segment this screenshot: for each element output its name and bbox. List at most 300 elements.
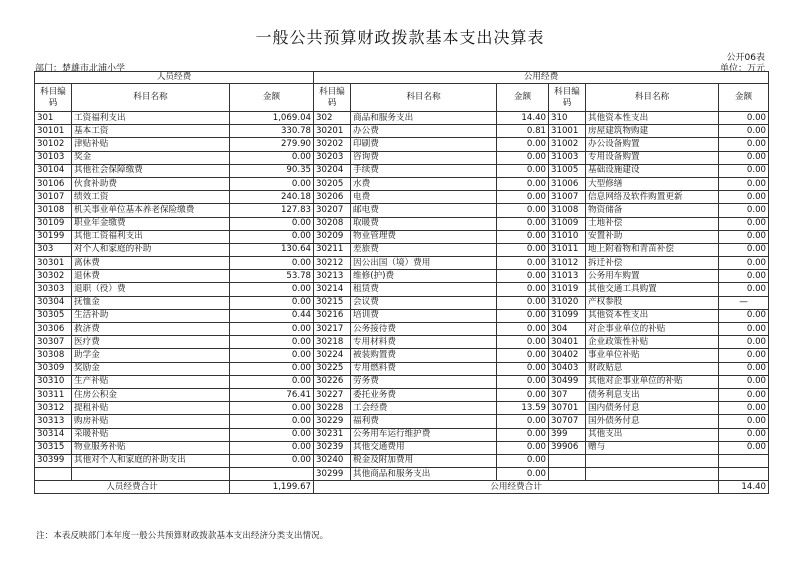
code-cell: 30199 [35, 230, 72, 243]
amount-cell: 76.41 [230, 388, 314, 401]
amount-cell: 0.00 [719, 283, 769, 296]
name-cell: 其他资本性支出 [586, 309, 719, 322]
name-cell: 地上附着物和青苗补偿 [586, 243, 719, 256]
table-row [35, 112, 769, 125]
table-row [35, 323, 769, 336]
code-cell: 31011 [549, 243, 586, 256]
code-cell: 30304 [35, 296, 72, 309]
name-cell: 土地补偿 [586, 217, 719, 230]
amount-cell: 0.00 [719, 257, 769, 270]
code-cell: 31009 [549, 217, 586, 230]
amount-cell: 130.64 [230, 243, 314, 256]
amount-cell: 0.00 [497, 177, 549, 190]
table-note: 注：本表反映部门本年度一般公共预算财政拨款基本支出经济分类支出情况。 [36, 531, 329, 541]
code-cell: 30209 [314, 230, 351, 243]
amount-cell: 0.00 [230, 296, 314, 309]
amount-cell: — [719, 296, 769, 309]
table-row [35, 177, 769, 190]
amount-cell: 0.00 [497, 257, 549, 270]
amount-cell: 0.00 [497, 151, 549, 164]
code-cell: 30202 [314, 138, 351, 151]
name-cell: 其他对个人和家庭的补助支出 [72, 454, 230, 467]
code-cell: 301 [35, 112, 72, 125]
code-cell: 30106 [35, 177, 72, 190]
table-row [35, 191, 769, 204]
amount-cell: 0.00 [230, 402, 314, 415]
amount-cell: 0.00 [719, 177, 769, 190]
name-cell: 专用材料费 [351, 336, 497, 349]
name-cell: 水费 [351, 177, 497, 190]
amount-cell: 0.00 [497, 349, 549, 362]
amount-cell: 0.00 [719, 388, 769, 401]
amount-cell: 0.00 [719, 191, 769, 204]
table-row [35, 388, 769, 401]
table-row [35, 204, 769, 217]
amount-cell: 0.00 [497, 164, 549, 177]
name-cell: 奖金 [72, 151, 230, 164]
name-cell: 专用设备购置 [586, 151, 719, 164]
personnel-group-header: 人员经费 [35, 72, 314, 84]
code-cell: 307 [549, 388, 586, 401]
table-row [35, 296, 769, 309]
name-cell: 公务用车运行维护费 [351, 428, 497, 441]
name-cell: 邮电费 [351, 204, 497, 217]
amount-cell: 279.90 [230, 138, 314, 151]
code-cell: 30228 [314, 402, 351, 415]
amount-cell: 13.59 [497, 402, 549, 415]
code-cell: 31006 [549, 177, 586, 190]
code-cell: 30208 [314, 217, 351, 230]
header-amount: 金额 [497, 84, 549, 112]
code-cell: 30215 [314, 296, 351, 309]
name-cell: 取暖费 [351, 217, 497, 230]
amount-cell: 0.00 [230, 257, 314, 270]
table-row [35, 454, 769, 467]
code-cell: 30204 [314, 164, 351, 177]
code-cell: 30499 [549, 375, 586, 388]
code-cell: 30213 [314, 270, 351, 283]
amount-cell: 0.00 [497, 468, 549, 481]
amount-cell: 0.00 [719, 349, 769, 362]
header-code: 科目编码 [35, 84, 72, 112]
name-cell: 其他商品和服务支出 [351, 468, 497, 481]
amount-cell: 0.00 [230, 151, 314, 164]
table-row [35, 441, 769, 454]
code-cell: 30218 [314, 336, 351, 349]
amount-cell: 0.00 [230, 415, 314, 428]
name-cell: 福利费 [351, 415, 497, 428]
code-cell: 30104 [35, 164, 72, 177]
name-cell: 培训费 [351, 309, 497, 322]
amount-cell: 0.00 [230, 217, 314, 230]
amount-cell: 0.00 [719, 270, 769, 283]
name-cell: 劳务费 [351, 375, 497, 388]
code-cell: 30203 [314, 151, 351, 164]
amount-cell: 0.00 [497, 415, 549, 428]
amount-cell: 0.00 [719, 217, 769, 230]
name-cell: 对企事业单位的补贴 [586, 323, 719, 336]
table-row [35, 230, 769, 243]
code-cell: 30310 [35, 375, 72, 388]
name-cell: 公务用车购置 [586, 270, 719, 283]
amount-cell: 330.78 [230, 125, 314, 138]
code-cell: 30102 [35, 138, 72, 151]
amount-cell: 0.00 [719, 336, 769, 349]
table-row [35, 164, 769, 177]
code-cell: 30314 [35, 428, 72, 441]
code-cell: 31019 [549, 283, 586, 296]
name-cell: 提租补贴 [72, 402, 230, 415]
table-row [35, 468, 769, 481]
name-cell: 其他交通费用 [351, 441, 497, 454]
code-cell: 39906 [549, 441, 586, 454]
code-cell: 30307 [35, 336, 72, 349]
amount-cell: 0.00 [497, 441, 549, 454]
totals-row [35, 481, 769, 494]
name-cell: 会议费 [351, 296, 497, 309]
code-cell: 30402 [549, 349, 586, 362]
amount-cell [230, 468, 314, 481]
name-cell: 生活补助 [72, 309, 230, 322]
column-header-row [35, 84, 769, 112]
amount-cell: 0.00 [719, 230, 769, 243]
amount-cell: 0.00 [497, 375, 549, 388]
amount-cell: 0.00 [230, 230, 314, 243]
name-cell: 信息网络及软件购置更新 [586, 191, 719, 204]
public-total-label: 公用经费合计 [314, 481, 719, 494]
code-cell: 30231 [314, 428, 351, 441]
name-cell [72, 468, 230, 481]
table-row [35, 336, 769, 349]
code-cell: 30229 [314, 415, 351, 428]
code-cell: 30315 [35, 441, 72, 454]
name-cell: 赠与 [586, 441, 719, 454]
name-cell: 大型修缮 [586, 177, 719, 190]
name-cell: 工会经费 [351, 402, 497, 415]
name-cell: 住房公积金 [72, 388, 230, 401]
code-cell: 30225 [314, 362, 351, 375]
amount-cell: 0.00 [497, 270, 549, 283]
header-code: 科目编码 [314, 84, 351, 112]
amount-cell: 0.00 [230, 362, 314, 375]
name-cell: 拆迁补偿 [586, 257, 719, 270]
name-cell: 产权参股 [586, 296, 719, 309]
personnel-total-value: 1,199.67 [230, 481, 314, 494]
amount-cell: 0.00 [719, 415, 769, 428]
amount-cell: 0.00 [719, 402, 769, 415]
name-cell: 离休费 [72, 257, 230, 270]
code-cell: 31012 [549, 257, 586, 270]
amount-cell: 0.00 [497, 336, 549, 349]
name-cell: 安置补助 [586, 230, 719, 243]
name-cell: 物资储备 [586, 204, 719, 217]
amount-cell: 0.00 [719, 323, 769, 336]
header-name: 科目名称 [351, 84, 497, 112]
code-cell: 31099 [549, 309, 586, 322]
table-row [35, 349, 769, 362]
name-cell: 奖励金 [72, 362, 230, 375]
code-cell: 303 [35, 243, 72, 256]
name-cell: 租赁费 [351, 283, 497, 296]
name-cell: 因公出国（境）费用 [351, 257, 497, 270]
table-row [35, 283, 769, 296]
code-cell: 30308 [35, 349, 72, 362]
amount-cell: 0.00 [719, 243, 769, 256]
amount-cell: 0.00 [497, 296, 549, 309]
amount-cell: 0.00 [230, 283, 314, 296]
name-cell: 商品和服务支出 [351, 112, 497, 125]
name-cell: 医疗费 [72, 336, 230, 349]
name-cell: 基本工资 [72, 125, 230, 138]
table-row [35, 402, 769, 415]
name-cell: 购房补贴 [72, 415, 230, 428]
code-cell: 30403 [549, 362, 586, 375]
amount-cell: 0.00 [719, 204, 769, 217]
name-cell [586, 468, 719, 481]
amount-cell: 90.35 [230, 164, 314, 177]
name-cell: 税金及附加费用 [351, 454, 497, 467]
code-cell: 302 [314, 112, 351, 125]
amount-cell: 0.00 [719, 441, 769, 454]
code-cell: 30103 [35, 151, 72, 164]
code-cell: 30216 [314, 309, 351, 322]
code-cell: 30302 [35, 270, 72, 283]
header-name: 科目名称 [72, 84, 230, 112]
expenditure-table [34, 71, 769, 494]
name-cell: 债务利息支出 [586, 388, 719, 401]
name-cell: 其他对企事业单位的补贴 [586, 375, 719, 388]
code-cell: 30312 [35, 402, 72, 415]
name-cell: 国外债务付息 [586, 415, 719, 428]
code-cell: 31013 [549, 270, 586, 283]
code-cell: 31002 [549, 138, 586, 151]
amount-cell: 0.00 [230, 428, 314, 441]
name-cell: 办公费 [351, 125, 497, 138]
code-cell: 30226 [314, 375, 351, 388]
name-cell: 对个人和家庭的补助 [72, 243, 230, 256]
amount-cell: 0.00 [497, 283, 549, 296]
name-cell: 财政贴息 [586, 362, 719, 375]
amount-cell: 127.83 [230, 204, 314, 217]
code-cell: 30313 [35, 415, 72, 428]
amount-cell: 0.00 [497, 217, 549, 230]
code-cell: 30239 [314, 441, 351, 454]
public-group-header: 公用经费 [314, 72, 769, 84]
amount-cell: 240.18 [230, 191, 314, 204]
name-cell: 国内债务付息 [586, 402, 719, 415]
name-cell: 咨询费 [351, 151, 497, 164]
code-cell: 31007 [549, 191, 586, 204]
form-number: 公开06表 [726, 53, 765, 63]
name-cell: 物业服务补贴 [72, 441, 230, 454]
name-cell: 公务接待费 [351, 323, 497, 336]
code-cell: 30303 [35, 283, 72, 296]
amount-cell: 0.00 [230, 375, 314, 388]
name-cell: 专用燃料费 [351, 362, 497, 375]
code-cell: 310 [549, 112, 586, 125]
name-cell: 其他资本性支出 [586, 112, 719, 125]
amount-cell: 0.00 [497, 428, 549, 441]
name-cell: 退休费 [72, 270, 230, 283]
name-cell: 退职（役）费 [72, 283, 230, 296]
name-cell: 物业管理费 [351, 230, 497, 243]
name-cell: 其他交通工具购置 [586, 283, 719, 296]
amount-cell: 0.44 [230, 309, 314, 322]
code-cell: 30109 [35, 217, 72, 230]
code-cell: 30108 [35, 204, 72, 217]
table-row [35, 217, 769, 230]
header-amount: 金额 [719, 84, 769, 112]
table-row [35, 375, 769, 388]
amount-cell: 0.00 [497, 323, 549, 336]
code-cell: 30306 [35, 323, 72, 336]
name-cell: 基础设施建设 [586, 164, 719, 177]
amount-cell: 0.00 [230, 349, 314, 362]
amount-cell: 0.00 [719, 375, 769, 388]
name-cell: 办公设备购置 [586, 138, 719, 151]
amount-cell: 0.00 [719, 125, 769, 138]
name-cell: 采暖补贴 [72, 428, 230, 441]
amount-cell [719, 468, 769, 481]
amount-cell: 0.00 [230, 323, 314, 336]
name-cell: 被装购置费 [351, 349, 497, 362]
department-label: 部门：楚雄市北浦小学 [35, 64, 126, 74]
amount-cell: 0.00 [497, 204, 549, 217]
amount-cell: 0.00 [230, 177, 314, 190]
amount-cell: 1,069.04 [230, 112, 314, 125]
name-cell: 印刷费 [351, 138, 497, 151]
amount-cell: 0.00 [719, 138, 769, 151]
amount-cell: 0.00 [497, 138, 549, 151]
table-row [35, 138, 769, 151]
code-cell [549, 454, 586, 467]
personnel-total-label: 人员经费合计 [35, 481, 230, 494]
name-cell: 生产补贴 [72, 375, 230, 388]
amount-cell: 0.00 [230, 441, 314, 454]
amount-cell: 0.00 [497, 230, 549, 243]
code-cell: 31005 [549, 164, 586, 177]
name-cell: 绩效工资 [72, 191, 230, 204]
code-cell: 30309 [35, 362, 72, 375]
name-cell: 职业年金缴费 [72, 217, 230, 230]
name-cell: 其他社会保障缴费 [72, 164, 230, 177]
code-cell: 30299 [314, 468, 351, 481]
name-cell: 电费 [351, 191, 497, 204]
code-cell: 30240 [314, 454, 351, 467]
code-cell: 30214 [314, 283, 351, 296]
amount-cell: 0.00 [719, 362, 769, 375]
amount-cell: 0.81 [497, 125, 549, 138]
header-name: 科目名称 [586, 84, 719, 112]
amount-cell: 0.00 [497, 362, 549, 375]
name-cell: 手续费 [351, 164, 497, 177]
name-cell: 委托业务费 [351, 388, 497, 401]
unit-label: 单位：万元 [719, 64, 765, 74]
code-cell: 31003 [549, 151, 586, 164]
code-cell: 30301 [35, 257, 72, 270]
code-cell: 30101 [35, 125, 72, 138]
name-cell: 其他工资福利支出 [72, 230, 230, 243]
amount-cell: 0.00 [719, 151, 769, 164]
table-row [35, 428, 769, 441]
code-cell: 304 [549, 323, 586, 336]
code-cell: 30707 [549, 415, 586, 428]
page-title: 一般公共预算财政拨款基本支出决算表 [255, 28, 545, 47]
code-cell: 30205 [314, 177, 351, 190]
amount-cell: 0.00 [497, 388, 549, 401]
table-row [35, 125, 769, 138]
public-total-value: 14.40 [719, 481, 769, 494]
header-amount: 金额 [230, 84, 314, 112]
name-cell: 工资福利支出 [72, 112, 230, 125]
name-cell: 企业政策性补贴 [586, 336, 719, 349]
code-cell [35, 468, 72, 481]
code-cell: 30305 [35, 309, 72, 322]
code-cell: 30227 [314, 388, 351, 401]
amount-cell: 14.40 [497, 112, 549, 125]
name-cell: 助学金 [72, 349, 230, 362]
code-cell: 30211 [314, 243, 351, 256]
code-cell: 30217 [314, 323, 351, 336]
code-cell: 30206 [314, 191, 351, 204]
code-cell: 30311 [35, 388, 72, 401]
code-cell: 30224 [314, 349, 351, 362]
name-cell: 事业单位补贴 [586, 349, 719, 362]
table-row [35, 309, 769, 322]
table-row [35, 270, 769, 283]
amount-cell: 0.00 [719, 164, 769, 177]
name-cell: 津贴补贴 [72, 138, 230, 151]
code-cell: 30107 [35, 191, 72, 204]
code-cell: 31020 [549, 296, 586, 309]
name-cell: 抚恤金 [72, 296, 230, 309]
name-cell: 维修(护)费 [351, 270, 497, 283]
amount-cell: 0.00 [719, 309, 769, 322]
name-cell [586, 454, 719, 467]
amount-cell: 0.00 [719, 112, 769, 125]
header-code: 科目编码 [549, 84, 586, 112]
amount-cell: 0.00 [719, 428, 769, 441]
amount-cell: 0.00 [497, 243, 549, 256]
table-row [35, 257, 769, 270]
code-cell [549, 468, 586, 481]
amount-cell: 0.00 [230, 454, 314, 467]
code-cell: 31008 [549, 204, 586, 217]
code-cell: 31010 [549, 230, 586, 243]
name-cell: 伙食补助费 [72, 177, 230, 190]
table-row [35, 362, 769, 375]
code-cell: 31001 [549, 125, 586, 138]
table-row [35, 243, 769, 256]
table-row [35, 151, 769, 164]
name-cell: 差旅费 [351, 243, 497, 256]
name-cell: 救济费 [72, 323, 230, 336]
amount-cell: 53.78 [230, 270, 314, 283]
amount-cell: 0.00 [497, 191, 549, 204]
code-cell: 30701 [549, 402, 586, 415]
amount-cell: 0.00 [497, 454, 549, 467]
table-row [35, 415, 769, 428]
code-cell: 399 [549, 428, 586, 441]
code-cell: 30201 [314, 125, 351, 138]
amount-cell [719, 454, 769, 467]
code-cell: 30399 [35, 454, 72, 467]
code-cell: 30401 [549, 336, 586, 349]
name-cell: 其他支出 [586, 428, 719, 441]
name-cell: 机关事业单位基本养老保险缴费 [72, 204, 230, 217]
code-cell: 30212 [314, 257, 351, 270]
name-cell: 房屋建筑物购建 [586, 125, 719, 138]
